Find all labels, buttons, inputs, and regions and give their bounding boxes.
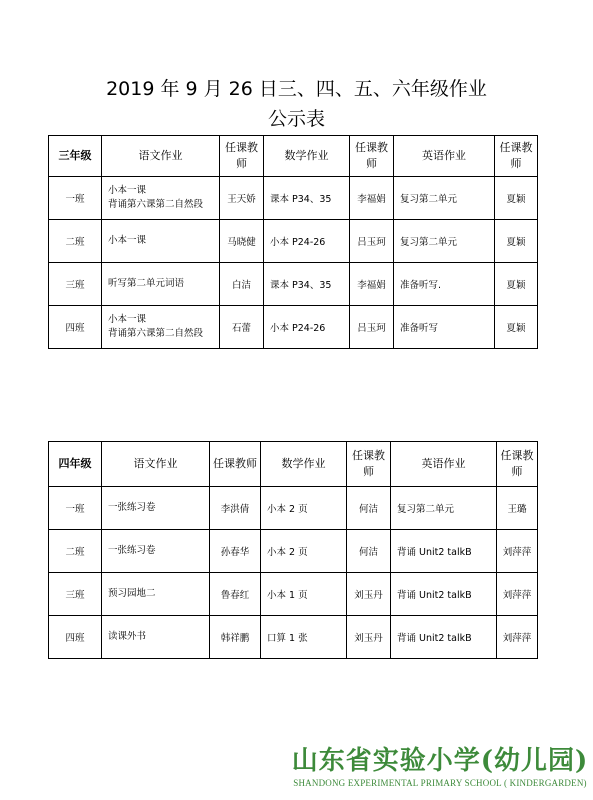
english-homework-cell: 背诵 Unit2 talkB — [391, 573, 497, 616]
class-cell: 二班 — [49, 530, 102, 573]
class-cell: 一班 — [49, 487, 102, 530]
table-row — [49, 487, 538, 530]
english-homework-cell: 背诵 Unit2 talkB — [391, 530, 497, 573]
english-teacher-header: 任课教师 — [497, 442, 538, 487]
english-teacher-header: 任课教师 — [495, 136, 538, 177]
math-teacher-cell: 李福娟 — [350, 177, 394, 220]
english-header: 英语作业 — [391, 442, 497, 487]
grade-3-homework-table — [48, 135, 538, 349]
title-line-2: 公示表 — [267, 108, 325, 130]
class-cell: 三班 — [49, 263, 102, 306]
math-teacher-header: 任课教师 — [350, 136, 394, 177]
math-teacher-cell: 吕玉珂 — [350, 306, 394, 349]
class-cell: 三班 — [49, 573, 102, 616]
title-line-1: 2019 年 9 月 26 日三、四、五、六年级作业 — [106, 78, 487, 100]
english-teacher-cell: 夏颖 — [495, 306, 538, 349]
chinese-homework-line: 读课外书 — [108, 631, 147, 642]
math-teacher-cell: 何洁 — [347, 530, 391, 573]
math-homework-cell: 小本 2 页 — [261, 530, 347, 573]
math-homework-cell: 小本 P24-26 — [264, 306, 350, 349]
class-cell: 四班 — [49, 616, 102, 659]
chinese-homework-line: 预习园地二 — [108, 588, 156, 599]
chinese-homework-line: 背诵第六课第二自然段 — [108, 328, 204, 339]
math-teacher-cell: 何洁 — [347, 487, 391, 530]
math-homework-cell: 课本 P34、35 — [264, 177, 350, 220]
chinese-homework-cell — [102, 487, 210, 530]
math-teacher-cell: 吕玉珂 — [350, 220, 394, 263]
english-teacher-cell: 刘萍萍 — [497, 573, 538, 616]
chinese-homework-cell — [102, 573, 210, 616]
chinese-teacher-cell: 韩祥鹏 — [210, 616, 261, 659]
english-homework-cell: 准备听写 — [394, 306, 495, 349]
table-row — [49, 573, 538, 616]
grade-header: 四年级 — [49, 442, 102, 487]
chinese-homework-line: 小本一课 — [108, 314, 147, 325]
table-row — [49, 306, 538, 349]
table-header-row — [49, 136, 538, 177]
school-name-chinese: 山东省实验小学(幼儿园) — [291, 746, 589, 776]
chinese-teacher-cell: 马晓健 — [220, 220, 264, 263]
math-teacher-header: 任课教师 — [347, 442, 391, 487]
chinese-teacher-cell: 鲁春红 — [210, 573, 261, 616]
chinese-teacher-header: 任课教师 — [210, 442, 261, 487]
document-title — [0, 74, 593, 134]
chinese-teacher-cell: 李洪倩 — [210, 487, 261, 530]
table-row — [49, 220, 538, 263]
chinese-homework-line: 听写第二单元词语 — [108, 278, 185, 289]
english-teacher-cell: 刘萍萍 — [497, 616, 538, 659]
english-homework-cell: 背诵 Unit2 talkB — [391, 616, 497, 659]
chinese-header: 语文作业 — [102, 442, 210, 487]
chinese-teacher-cell: 石蕾 — [220, 306, 264, 349]
chinese-homework-cell — [102, 616, 210, 659]
chinese-teacher-cell: 孙春华 — [210, 530, 261, 573]
table-row — [49, 177, 538, 220]
chinese-homework-cell — [102, 263, 220, 306]
table-header-row — [49, 442, 538, 487]
school-name-english: SHANDONG EXPERIMENTAL PRIMARY SCHOOL ( KINDERGARDEN) — [293, 778, 587, 788]
chinese-homework-line: 小本一课 — [108, 185, 147, 196]
math-homework-cell: 小本 2 页 — [261, 487, 347, 530]
chinese-teacher-cell: 白洁 — [220, 263, 264, 306]
class-cell: 二班 — [49, 220, 102, 263]
chinese-homework-cell — [102, 220, 220, 263]
table-row — [49, 530, 538, 573]
math-teacher-cell: 刘玉丹 — [347, 616, 391, 659]
english-teacher-cell: 夏颖 — [495, 220, 538, 263]
english-homework-cell: 准备听写. — [394, 263, 495, 306]
math-teacher-cell: 李福娟 — [350, 263, 394, 306]
chinese-header: 语文作业 — [102, 136, 220, 177]
class-cell: 四班 — [49, 306, 102, 349]
math-header: 数学作业 — [261, 442, 347, 487]
math-teacher-cell: 刘玉丹 — [347, 573, 391, 616]
english-header: 英语作业 — [394, 136, 495, 177]
grade-header: 三年级 — [49, 136, 102, 177]
table-row — [49, 616, 538, 659]
school-logo — [290, 745, 590, 789]
english-homework-cell: 复习第二单元 — [394, 177, 495, 220]
math-homework-cell: 口算 1 张 — [261, 616, 347, 659]
english-teacher-cell: 夏颖 — [495, 263, 538, 306]
chinese-homework-cell — [102, 177, 220, 220]
chinese-homework-cell — [102, 530, 210, 573]
chinese-homework-line: 一张练习卷 — [108, 502, 156, 513]
math-homework-cell: 小本 P24-26 — [264, 220, 350, 263]
english-teacher-cell: 夏颖 — [495, 177, 538, 220]
english-homework-cell: 复习第二单元 — [391, 487, 497, 530]
math-header: 数学作业 — [264, 136, 350, 177]
grade-4-homework-table — [48, 441, 538, 659]
chinese-homework-line: 小本一课 — [108, 235, 147, 246]
chinese-homework-cell — [102, 306, 220, 349]
table-row — [49, 263, 538, 306]
english-teacher-cell: 刘萍萍 — [497, 530, 538, 573]
chinese-homework-line: 背诵第六课第二自然段 — [108, 199, 204, 210]
chinese-teacher-header: 任课教师 — [220, 136, 264, 177]
english-teacher-cell: 王璐 — [497, 487, 538, 530]
chinese-teacher-cell: 王天娇 — [220, 177, 264, 220]
english-homework-cell: 复习第二单元 — [394, 220, 495, 263]
class-cell: 一班 — [49, 177, 102, 220]
math-homework-cell: 小本 1 页 — [261, 573, 347, 616]
math-homework-cell: 课本 P34、35 — [264, 263, 350, 306]
chinese-homework-line: 一张练习卷 — [108, 545, 156, 556]
